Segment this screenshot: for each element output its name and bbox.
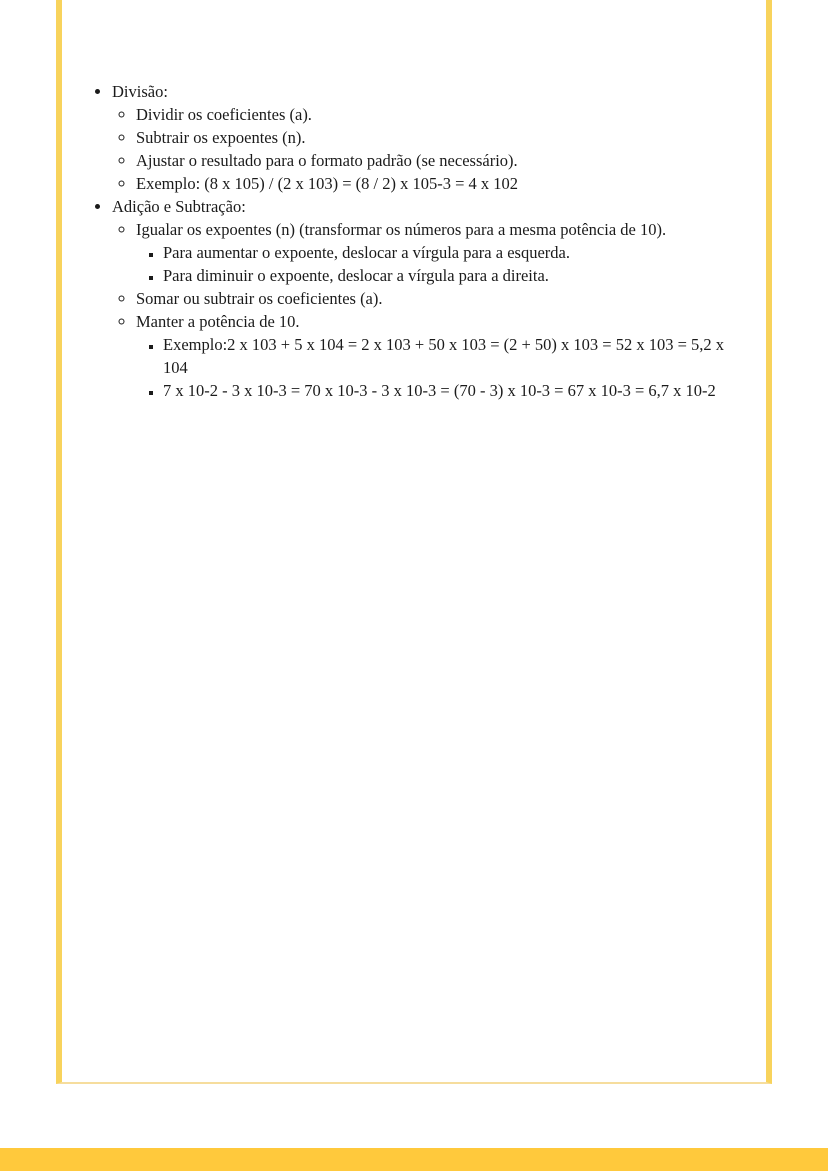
- list-item: [136, 310, 744, 402]
- bullet-list-level2: [112, 218, 744, 402]
- list-item: [136, 218, 744, 287]
- bullet-list-level3: [136, 333, 744, 402]
- list-item: [136, 172, 744, 195]
- list-item: [163, 264, 744, 287]
- list-item-text: Para diminuir o expoente, deslocar a vírgula para a direita.: [163, 266, 549, 285]
- list-item: [136, 287, 744, 310]
- list-item: [163, 241, 744, 264]
- document-page: [56, 0, 772, 1084]
- footer-accent-bar: [0, 1148, 828, 1171]
- list-item-text: Manter a potência de 10.: [136, 312, 300, 331]
- list-item: [136, 103, 744, 126]
- section-title: Divisão:: [112, 82, 168, 101]
- list-item-text: Somar ou subtrair os coeficientes (a).: [136, 289, 383, 308]
- section-title: Adição e Subtração:: [112, 197, 246, 216]
- list-item-text: Dividir os coeficientes (a).: [136, 105, 312, 124]
- list-item: [136, 126, 744, 149]
- list-item: [112, 80, 744, 195]
- list-item-text: Exemplo: (8 x 105) / (2 x 103) = (8 / 2) x 105-3 = 4 x 102: [136, 174, 519, 193]
- bullet-list-level2: [112, 103, 744, 195]
- list-item-text: 7 x 10-2 - 3 x 10-3 = 70 x 10-3 - 3 x 10-3 = (70 - 3) x 10-3 = 67 x 10-3 = 6,7 x 10-2: [163, 381, 716, 400]
- list-item: [163, 333, 744, 379]
- list-item: [112, 195, 744, 402]
- list-item-text: Para aumentar o expoente, deslocar a vírgula para a esquerda.: [163, 243, 570, 262]
- list-item: [136, 149, 744, 172]
- page-content: [62, 0, 766, 402]
- list-item: [163, 379, 744, 402]
- bullet-list-level1: [90, 80, 744, 402]
- list-item-text: Exemplo:2 x 103 + 5 x 104 = 2 x 103 + 50 x 103 = (2 + 50) x 103 = 52 x 103 = 5,2 x 104: [163, 335, 725, 377]
- bullet-list-level3: [136, 241, 744, 287]
- list-item-text: Ajustar o resultado para o formato padrão (se necessário).: [136, 151, 518, 170]
- list-item-text: Subtrair os expoentes (n).: [136, 128, 306, 147]
- list-item-text: Igualar os expoentes (n) (transformar os números para a mesma potência de 10).: [136, 220, 667, 239]
